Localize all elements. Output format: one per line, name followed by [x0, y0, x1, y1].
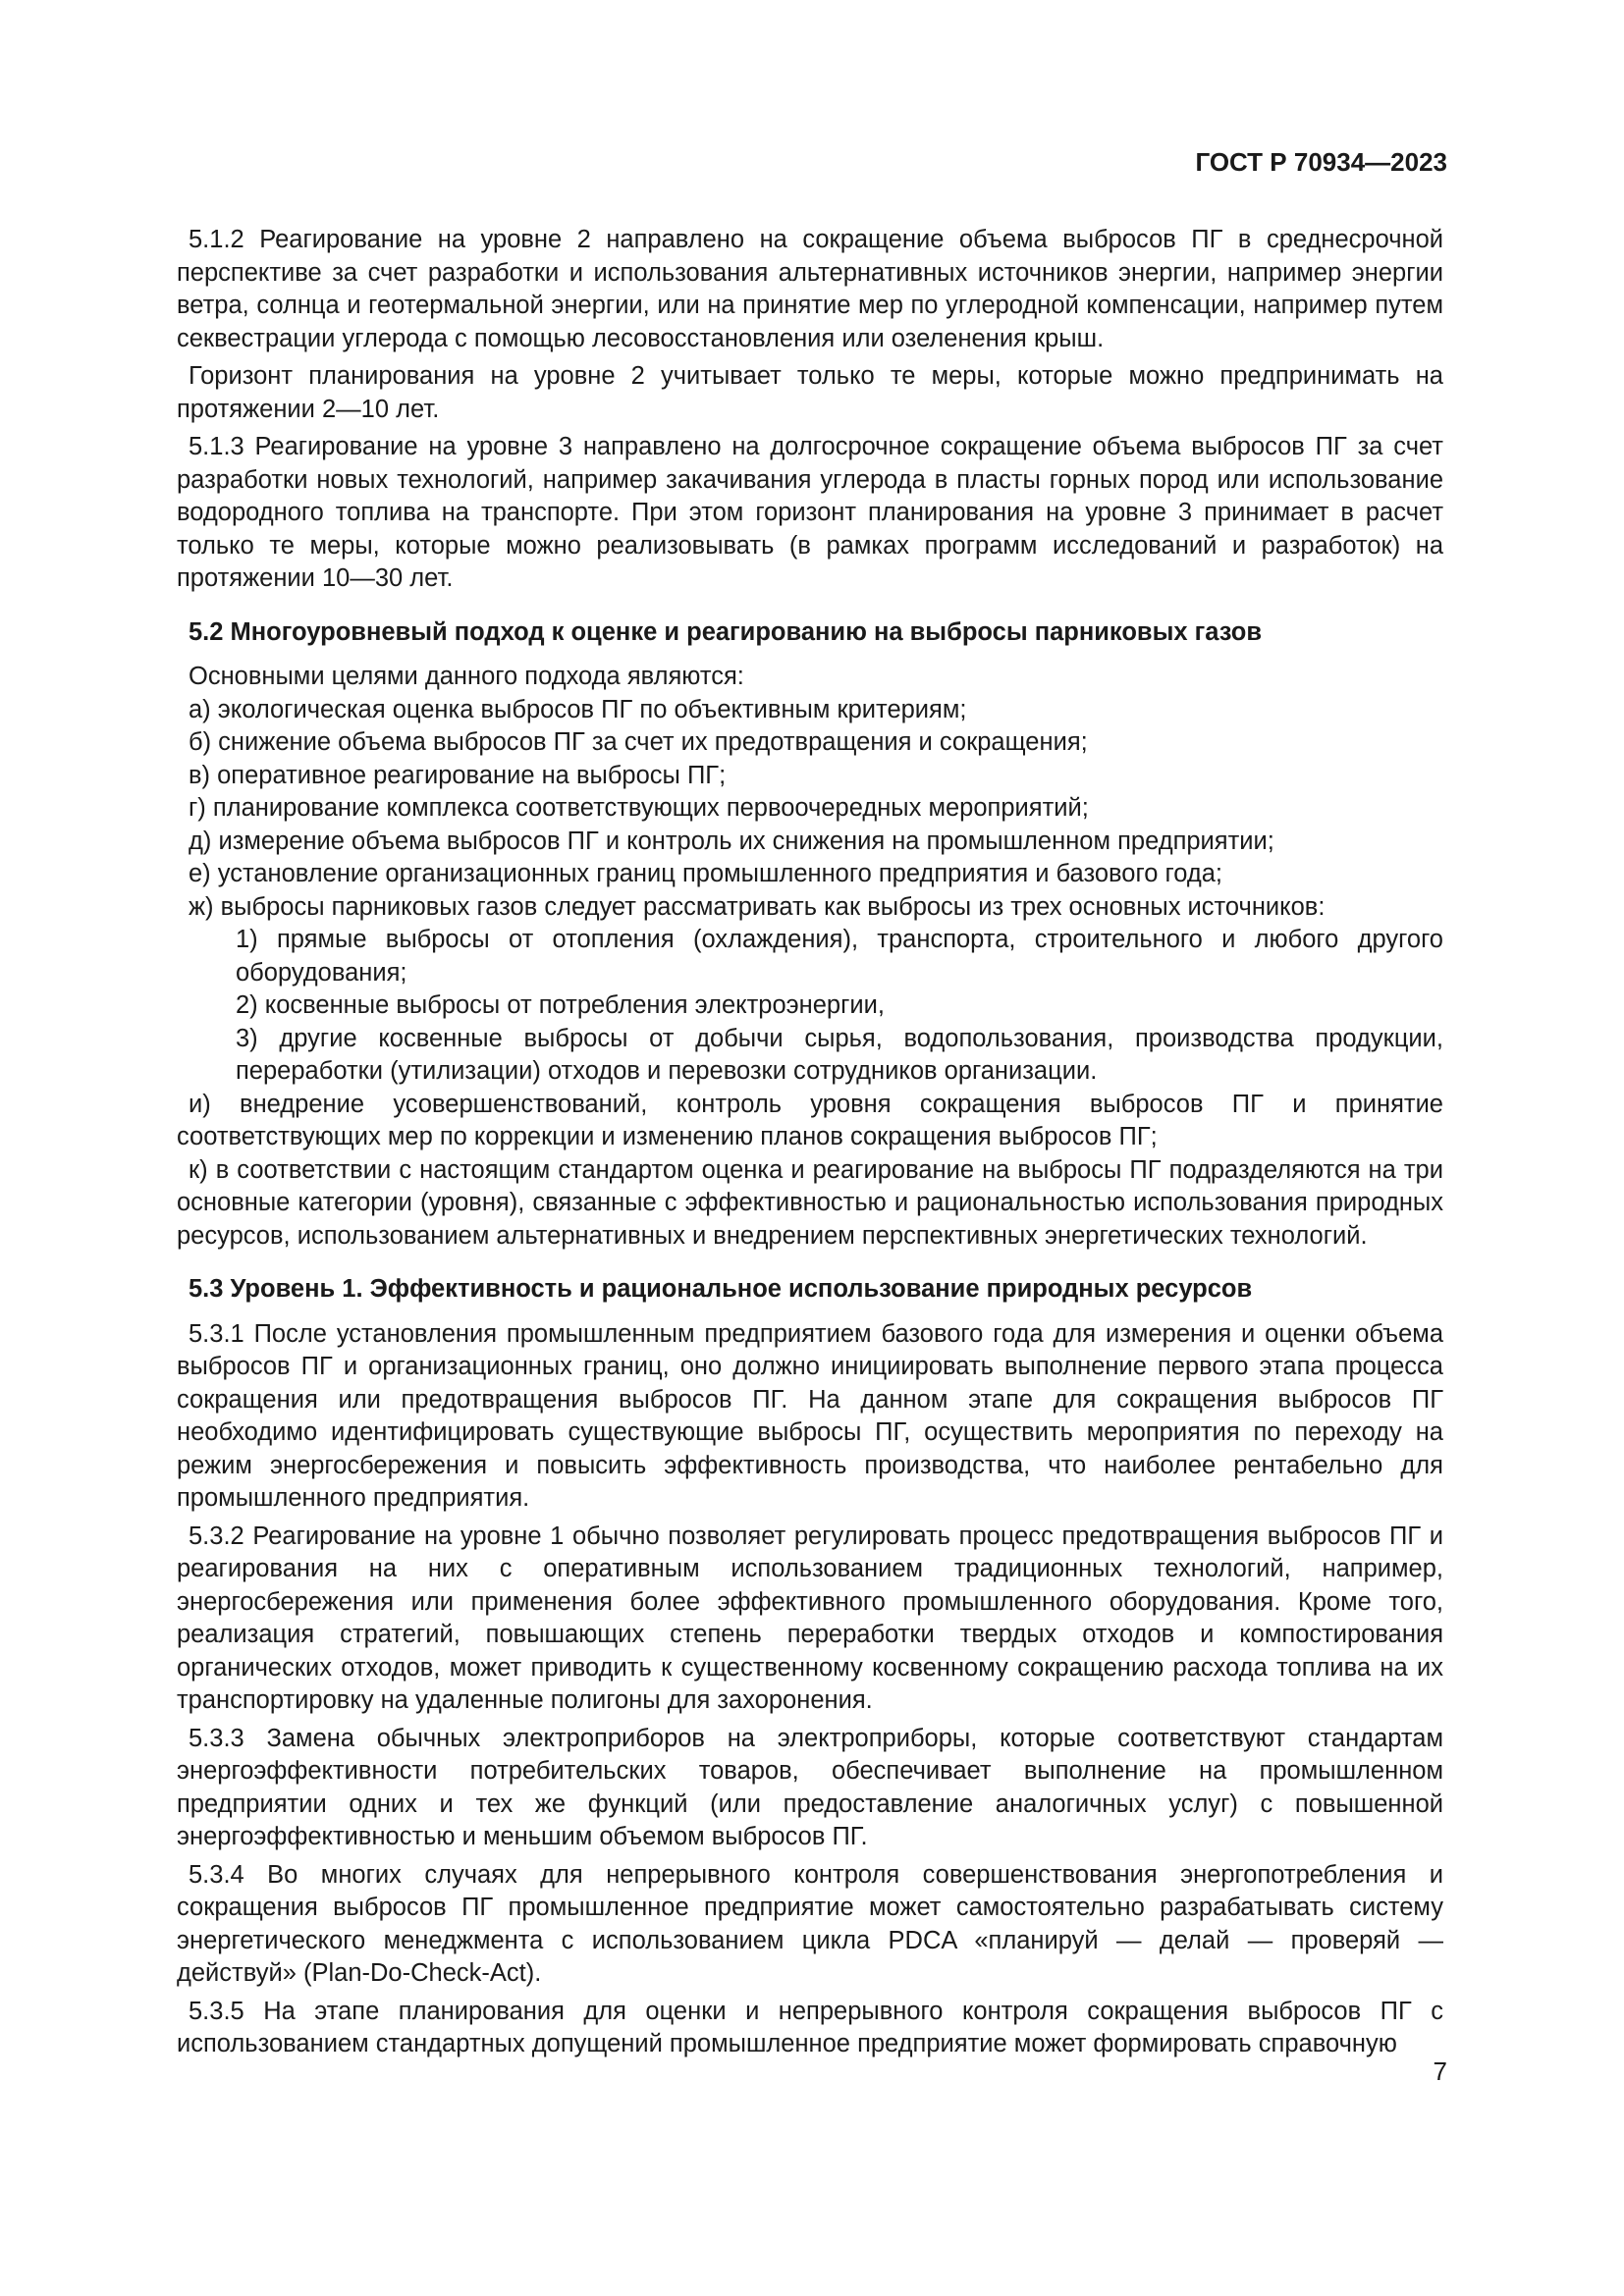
list-item-a: а) экологическая оценка выбросов ПГ по объективным критериям; [189, 695, 967, 723]
sub-item-3: 3) другие косвенные выбросы от добычи сырья, водопользования, производства продукции, переработки (утилизации) отходов и перевозки сотрудников организации. [236, 1024, 1443, 1085]
paragraph-5-3-5: 5.3.5 На этапе планирования для оценки и непрерывного контроля сокращения выбросов ПГ с использованием стандартных допущений промышленное предприятие может формировать справочную [177, 1997, 1443, 2057]
paragraph-5-3-3: 5.3.3 Замена обычных электроприборов на электроприборы, которые соответствуют стандартам энергоэффективности потребительских товаров, обеспечивает выполнение на промышленном предприятии одних и тех же функций (или предоставление аналогичных услуг) с повышенной энергоэффективностью и меньшим объемом выбросов ПГ. [177, 1724, 1443, 1850]
list-intro: Основными целями данного подхода являются: [189, 663, 744, 690]
list-item-d: д) измерение объема выбросов ПГ и контроль их снижения на промышленном предприятии; [189, 827, 1274, 855]
section-heading-5-3: 5.3 Уровень 1. Эффективность и рациональное использование природных ресурсов [189, 1275, 1253, 1303]
page-number: 7 [1433, 2056, 1447, 2086]
paragraph-5-3-1: 5.3.1 После установления промышленным предприятием базового года для измерения и оценки объема выбросов ПГ и организационных границ, оно должно инициировать выполнение первого этапа процесса сокращения или предотвращения выбросов ПГ. На данном этапе для сокращения выбросов ПГ необходимо идентифицировать существующие выбросы ПГ, осуществить мероприятия по переходу на режим энергосбережения и повысить эффективность производства, что наиболее рентабельно для промышленного предприятия. [177, 1319, 1443, 1512]
list-item-g: г) планирование комплекса соответствующих первоочередных мероприятий; [189, 794, 1089, 822]
section-heading-5-2: 5.2 Многоуровневый подход к оценке и реагированию на выбросы парниковых газов [189, 617, 1263, 646]
page-body [177, 224, 1443, 2061]
list-item-k: к) в соответствии с настоящим стандартом оценка и реагирование на выбросы ПГ подразделяются на три основные категории (уровня), связанные с эффективностью и рациональностью использования природных ресурсов, использованием альтернативных и внедрением перспективных энергетических технологий. [177, 1155, 1443, 1250]
list-item-v: в) оперативное реагирование на выбросы ПГ; [189, 761, 727, 789]
paragraph-5-3-2: 5.3.2 Реагирование на уровне 1 обычно позволяет регулировать процесс предотвращения выбросов ПГ и реагирования на них с оперативным использованием традиционных технологий, например, энергосбережения или применения более эффективного промышленного оборудования. Кроме того, реализация стратегий, повышающих степень переработки твердых отходов и компостирования органических отходов, может приводить к существенному косвенному сокращению расхода топлива на их транспортировку на удаленные полигоны для захоронения. [177, 1522, 1443, 1714]
paragraph-planning-horizon-2: Горизонт планирования на уровне 2 учитывает только те меры, которые можно предпринимать на протяжении 2—10 лет. [177, 362, 1443, 423]
list-item-zh: ж) выбросы парниковых газов следует рассматривать как выбросы из трех основных источников: [189, 892, 1326, 921]
list-item-b: б) снижение объема выбросов ПГ за счет их предотвращения и сокращения; [189, 728, 1088, 756]
list-item-e: е) установление организационных границ промышленного предприятия и базового года; [189, 860, 1222, 887]
sub-item-2: 2) косвенные выбросы от потребления электроэнергии, [236, 991, 885, 1019]
sub-item-1: 1) прямые выбросы от отопления (охлаждения), транспорта, строительного и любого другого оборудования; [236, 926, 1443, 987]
paragraph-5-1-3: 5.1.3 Реагирование на уровне 3 направлено на долгосрочное сокращение объема выбросов ПГ за счет разработки новых технологий, например закачивания углерода в пласты горных пород или использование водородного топлива на транспорте. При этом горизонт планирования на уровне 3 принимает в расчет только те меры, которые можно реализовывать (в рамках программ исследований и разработок) на протяжении 10—30 лет. [177, 433, 1443, 592]
document-id: ГОСТ Р 70934—2023 [1195, 147, 1447, 177]
list-item-i: и) внедрение усовершенствований, контроль уровня сокращения выбросов ПГ и принятие соответствующих мер по коррекции и изменению планов сокращения выбросов ПГ; [177, 1090, 1443, 1150]
paragraph-5-1-2: 5.1.2 Реагирование на уровне 2 направлено на сокращение объема выбросов ПГ в среднесрочной перспективе за счет разработки и использования альтернативных источников энергии, например энергии ветра, солнца и геотермальной энергии, или на принятие мер по углеродной компенсации, например путем секвестрации углерода с помощью лесовосстановления или озеленения крыш. [177, 226, 1443, 352]
paragraph-5-3-4: 5.3.4 Во многих случаях для непрерывного контроля совершенствования энергопотребления и сокращения выбросов ПГ промышленное предприятие может самостоятельно разрабатывать систему энергетического менеджмента с использованием цикла PDCA «планируй — делай — проверяй — действуй» (Plan-Do-Check-Act). [177, 1860, 1443, 1987]
